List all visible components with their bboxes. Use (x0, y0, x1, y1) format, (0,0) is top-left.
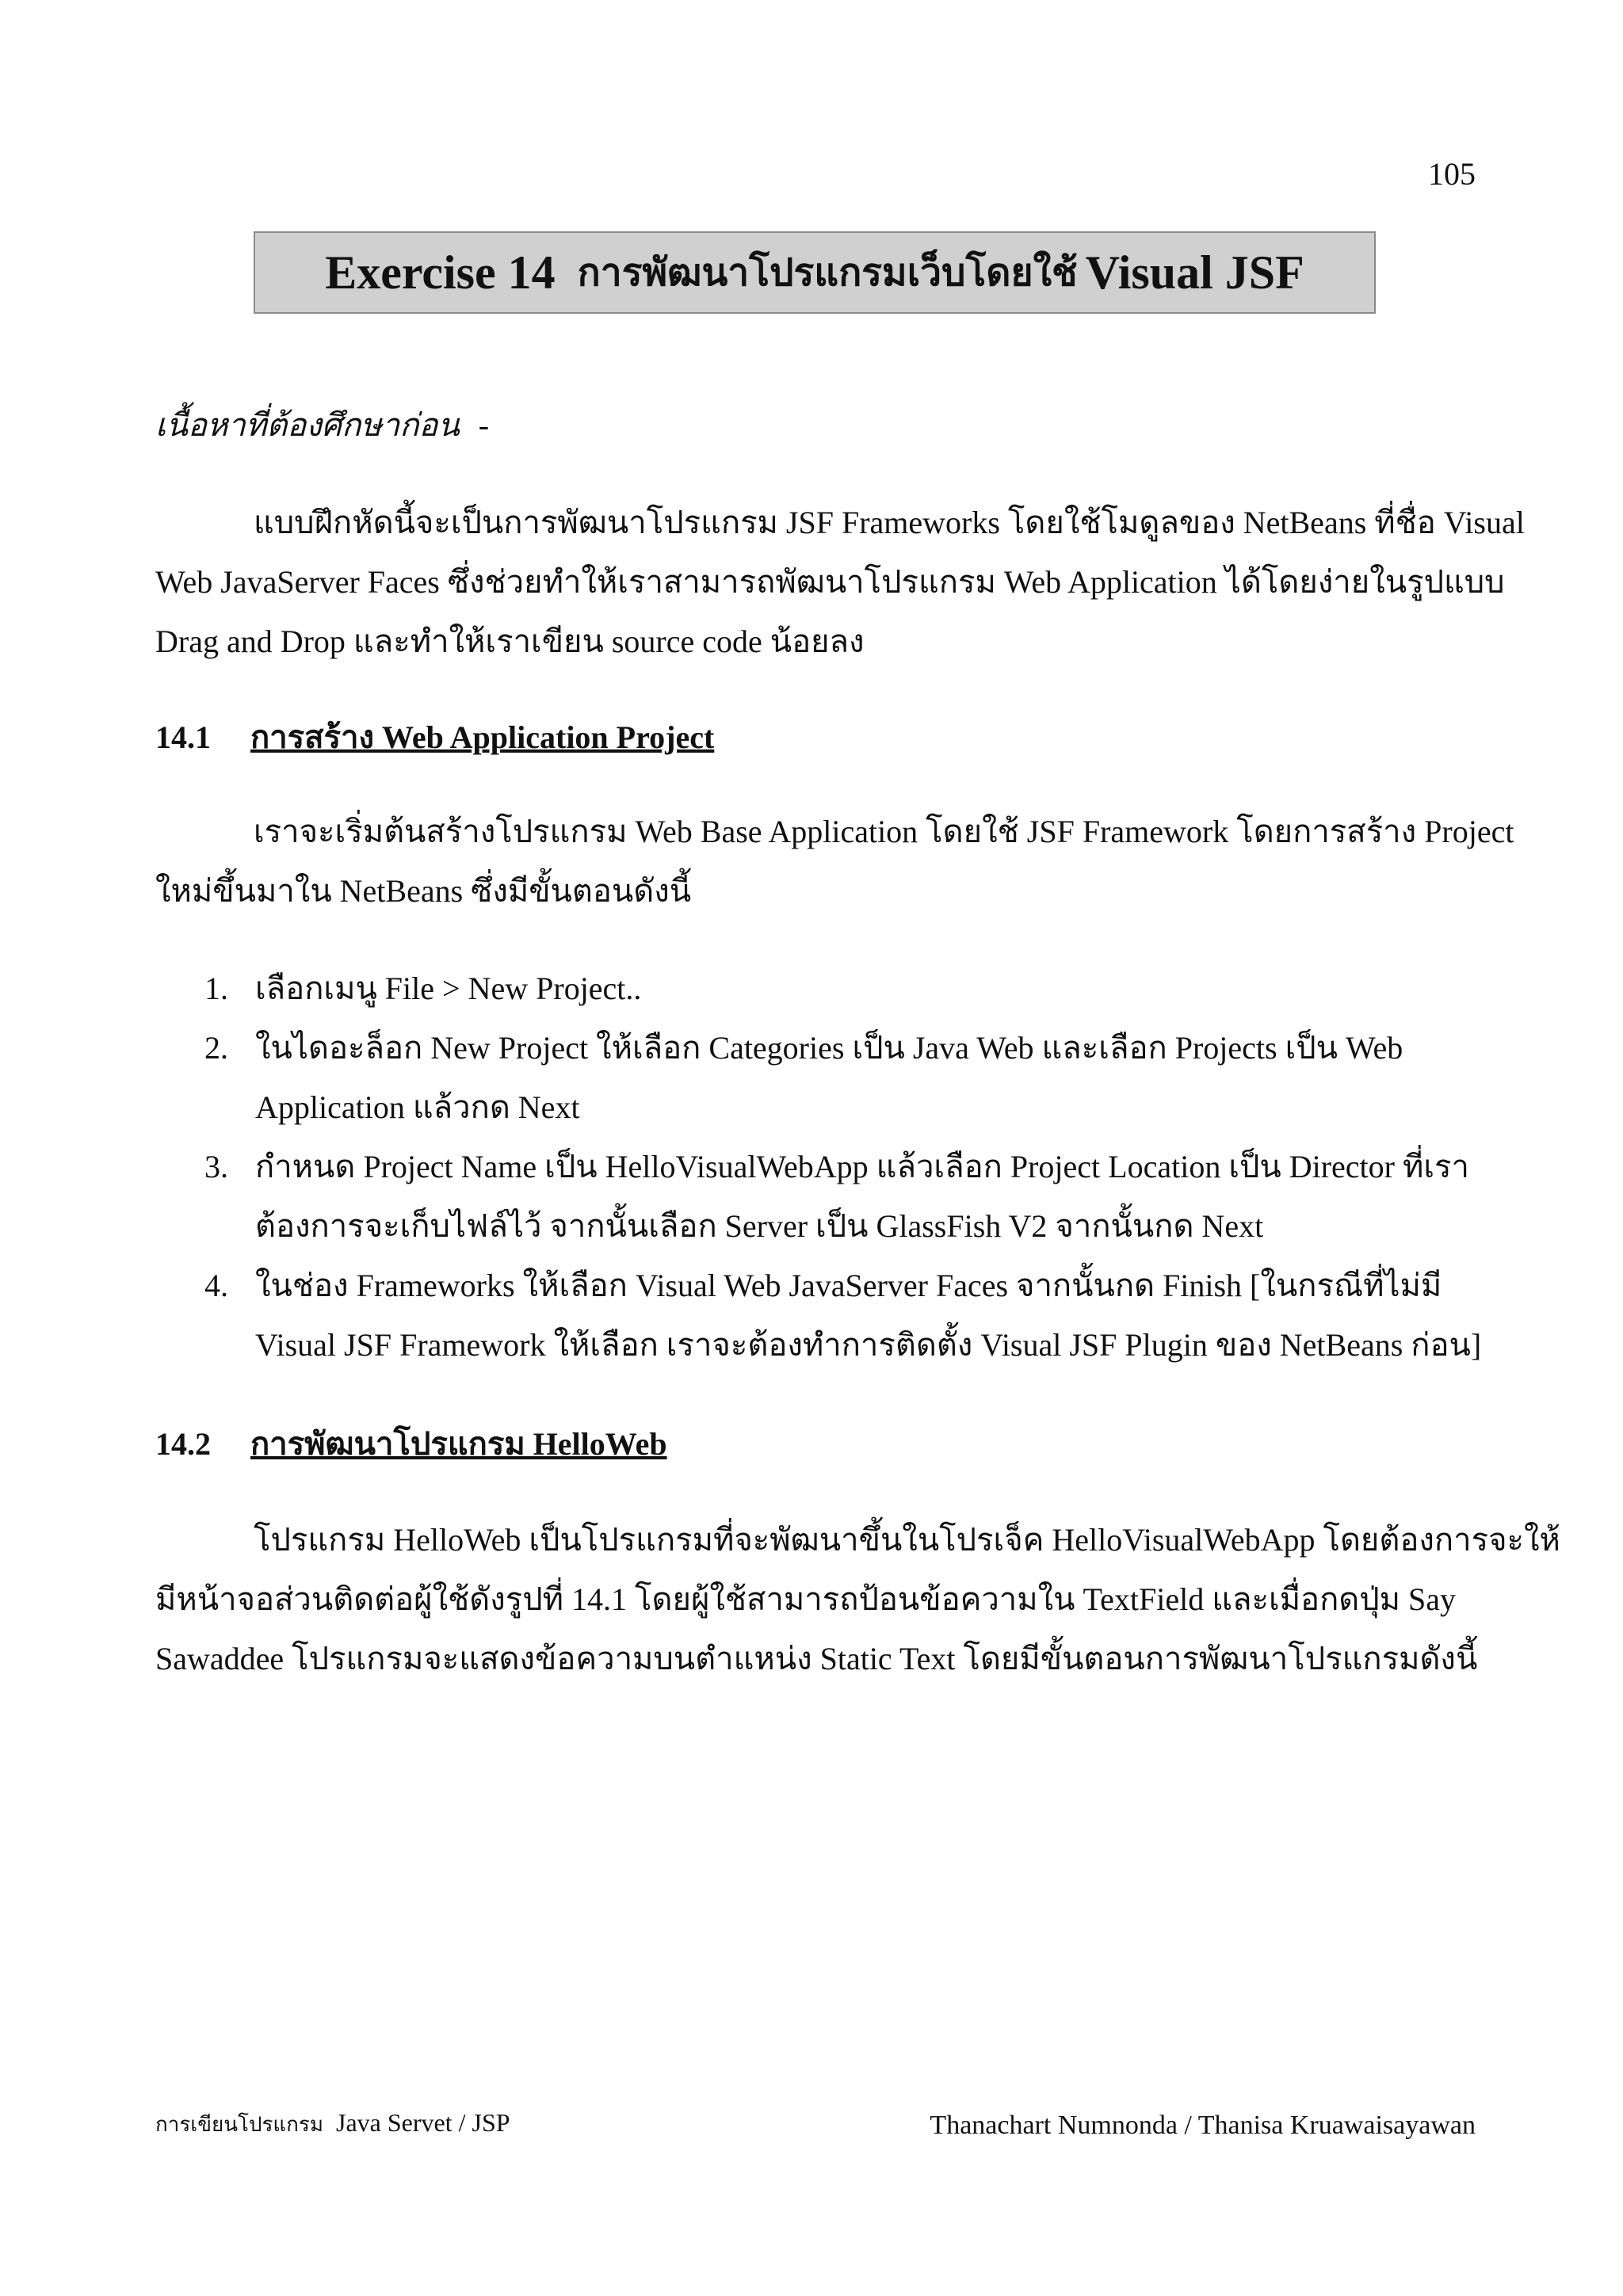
step-number: 4. (204, 1268, 228, 1303)
step-text: เลือกเมนู File > New Project.. (255, 971, 642, 1006)
list-item (155, 1256, 1482, 1375)
prerequisite-value: - (478, 407, 490, 443)
step-text: Visual JSF Framework ให้เลือก เราจะต้องทำการติดตั้ง Visual JSF Plugin ของ NetBeans ก่อน] (255, 1327, 1482, 1363)
intro-line: Drag and Drop และทำให้เราเขียน source code น้อยลง (155, 624, 865, 659)
exercise-thai-title: การพัฒนาโปรแกรมเว็บโดยใช้ (577, 252, 1078, 294)
exercise-title-tail: Visual JSF (1085, 246, 1304, 299)
intro-line: Web JavaServer Faces ซึ่งช่วยทำให้เราสามารถพัฒนาโปรแกรม Web Application ได้โดยง่ายในรูปแบบ (155, 564, 1505, 600)
step-text: ในช่อง Frameworks ให้เลือก Visual Web JavaServer Faces จากนั้นกด Finish [ในกรณีที่ไม่มี (255, 1268, 1442, 1303)
step-text: ต้องการจะเก็บไฟล์ไว้ จากนั้นเลือก Server เป็น GlassFish V2 จากนั้นกด Next (255, 1208, 1264, 1244)
exercise-title-banner (254, 231, 1376, 314)
section2-paragraph (155, 1510, 1560, 1688)
list-item (155, 1018, 1471, 1137)
step-number: 3. (204, 1149, 228, 1184)
step-text: Application แล้วกด Next (255, 1089, 580, 1125)
footer-course-name: Java Servet / JSP (336, 2108, 510, 2137)
step-text: กำหนด Project Name เป็น HelloVisualWebApp แล้วเลือก Project Location เป็น Director ที่เรา (255, 1149, 1469, 1184)
prerequisite (155, 399, 489, 450)
section-number: 14.1 (155, 719, 211, 755)
section-title: การพัฒนาโปรแกรม HelloWeb (250, 1426, 667, 1462)
list-item (155, 1137, 1471, 1256)
prerequisite-label: เนื้อหาที่ต้องศึกษาก่อน (155, 407, 460, 443)
step-text: ในไดอะล็อก New Project ให้เลือก Categories เป็น Java Web และเลือก Projects เป็น Web (255, 1030, 1403, 1066)
intro-paragraph (155, 493, 1525, 671)
footer-thai-label: การเขียนโปรแกรม (155, 2113, 324, 2136)
footer-course-title (155, 2108, 510, 2141)
section-number: 14.2 (155, 1426, 211, 1462)
section-title: การสร้าง Web Application Project (250, 719, 715, 755)
section2-line: มีหน้าจอส่วนติดต่อผู้ใช้ดังรูปที่ 14.1 โดยผู้ใช้สามารถป้อนข้อความใน TextField และเมื่อกดปุ่ม Say (155, 1581, 1457, 1617)
section1-line: เราจะเริ่มต้นสร้างโปรแกรม Web Base Application โดยใช้ JSF Framework โดยการสร้าง Project (254, 814, 1514, 849)
section-heading-14-1 (155, 711, 714, 762)
steps-list (155, 959, 1482, 1375)
step-number: 2. (204, 1030, 228, 1066)
section2-line: Sawaddee โปรแกรมจะแสดงข้อความบนตำแหน่ง Static Text โดยมีขั้นตอนการพัฒนาโปรแกรมดังนี้ (155, 1641, 1478, 1676)
footer-authors: Thanachart Numnonda / Thanisa Kruawaisayawan (930, 2111, 1476, 2140)
page-number: 105 (1428, 156, 1476, 192)
section1-line: ใหม่ขึ้นมาใน NetBeans ซึ่งมีขั้นตอนดังนี้ (155, 873, 692, 909)
intro-line: แบบฝึกหัดนี้จะเป็นการพัฒนาโปรแกรม JSF Frameworks โดยใช้โมดูลของ NetBeans ที่ชื่อ Visual (254, 505, 1525, 540)
section-heading-14-2 (155, 1418, 667, 1469)
section1-paragraph (155, 802, 1514, 921)
section2-line: โปรแกรม HelloWeb เป็นโปรแกรมที่จะพัฒนาขึ้นในโปรเจ็ค HelloVisualWebApp โดยต้องการจะให้ (254, 1522, 1560, 1558)
exercise-label: Exercise 14 (325, 246, 556, 299)
step-number: 1. (204, 971, 228, 1006)
list-item (155, 959, 1471, 1018)
